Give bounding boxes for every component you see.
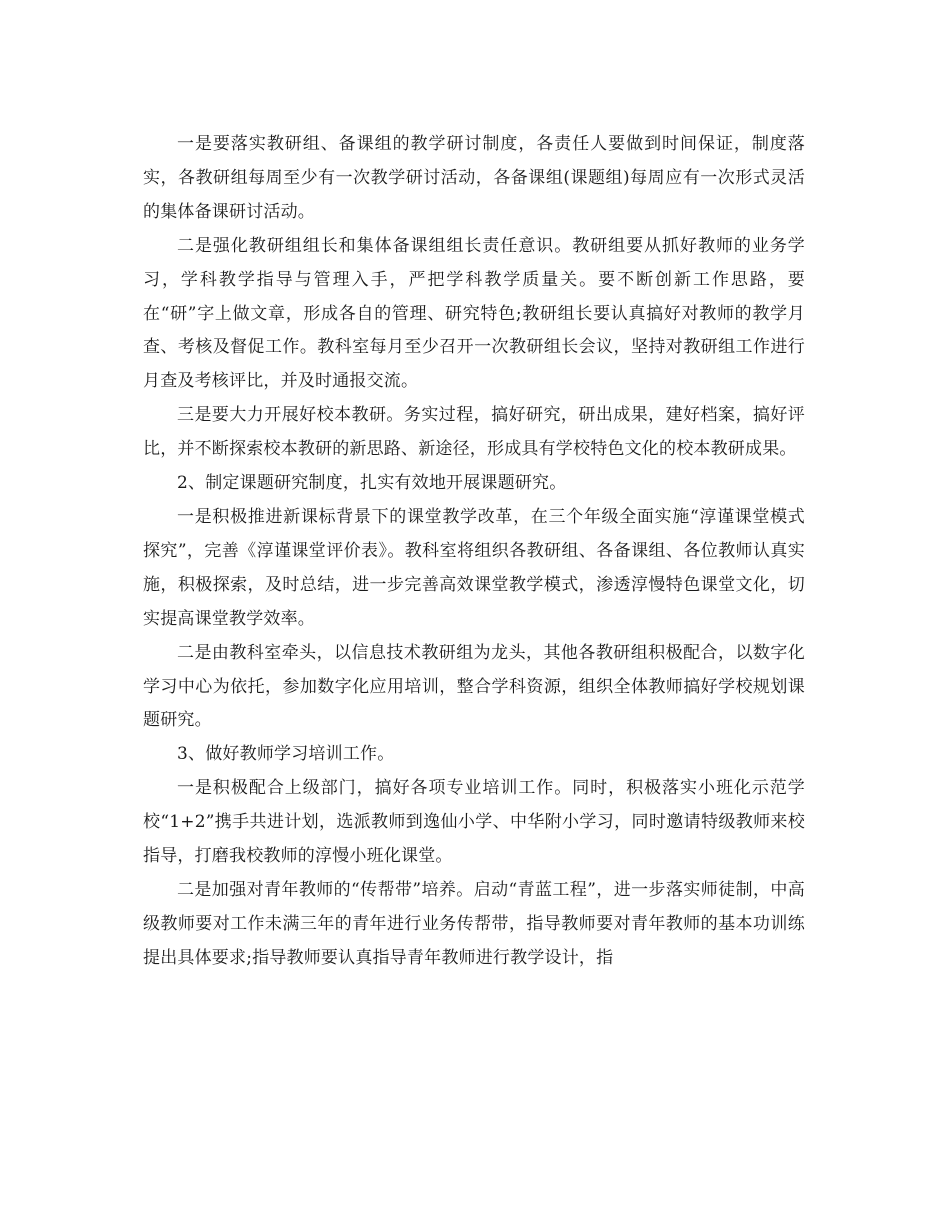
paragraph: 三是要大力开展好校本教研。务实过程，搞好研究，研出成果，建好档案，搞好评比，并不断探索校本教研的新思路、新途径，形成具有学校特色文化的校本教研成果。 [143,405,805,460]
document-body [143,128,805,976]
paragraph: 一是积极配合上级部门，搞好各项专业培训工作。同时，积极落实小班化示范学校“1+2”携手共进计划，选派教师到逸仙小学、中华附小学习，同时邀请特级教师来校指导，打磨我校教师的淳慢小班化课堂。 [143,778,805,867]
section-heading: 2、制定课题研究制度，扎实有效地开展课题研究。 [177,473,567,494]
paragraph: 二是强化教研组组长和集体备课组组长责任意识。教研组要从抓好教师的业务学习，学科教学指导与管理入手，严把学科教学质量关。要不断创新工作思路，要在“研”字上做文章，形成各自的管理、研究特色;教研组长要认真搞好对教师的教学月查、考核及督促工作。教科室每月至少召开一次教研组长会议，坚持对教研组工作进行月查及考核评比，并及时通报交流。 [143,235,805,392]
paragraph: 二是由教科室牵头，以信息技术教研组为龙头，其他各教研组积极配合，以数字化学习中心为依托，参加数字化应用培训，整合学科资源，组织全体教师搞好学校规划课题研究。 [143,642,805,731]
paragraph: 二是加强对青年教师的“传帮带”培养。启动“青蓝工程”，进一步落实师徒制，中高级教师要对工作未满三年的青年进行业务传帮带，指导教师要对青年教师的基本功训练提出具体要求;指导教师要认真指导青年教师进行教学设计，指 [143,879,805,968]
paragraph: 一是要落实教研组、备课组的教学研讨制度，各责任人要做到时间保证，制度落实，各教研组每周至少有一次教学研讨活动，各备课组(课题组)每周应有一次形式灵活的集体备课研讨活动。 [143,134,805,222]
paragraph: 一是积极推进新课标背景下的课堂教学改革，在三个年级全面实施“淳谨课堂模式探究”，完善《淳谨课堂评价表》。教科室将组织各教研组、各备课组、各位教师认真实施，积极探索，及时总结，进一步完善高效课堂教学模式，渗透淳慢特色课堂文化，切实提高课堂教学效率。 [143,506,805,629]
section-heading: 3、做好教师学习培训工作。 [177,744,395,765]
